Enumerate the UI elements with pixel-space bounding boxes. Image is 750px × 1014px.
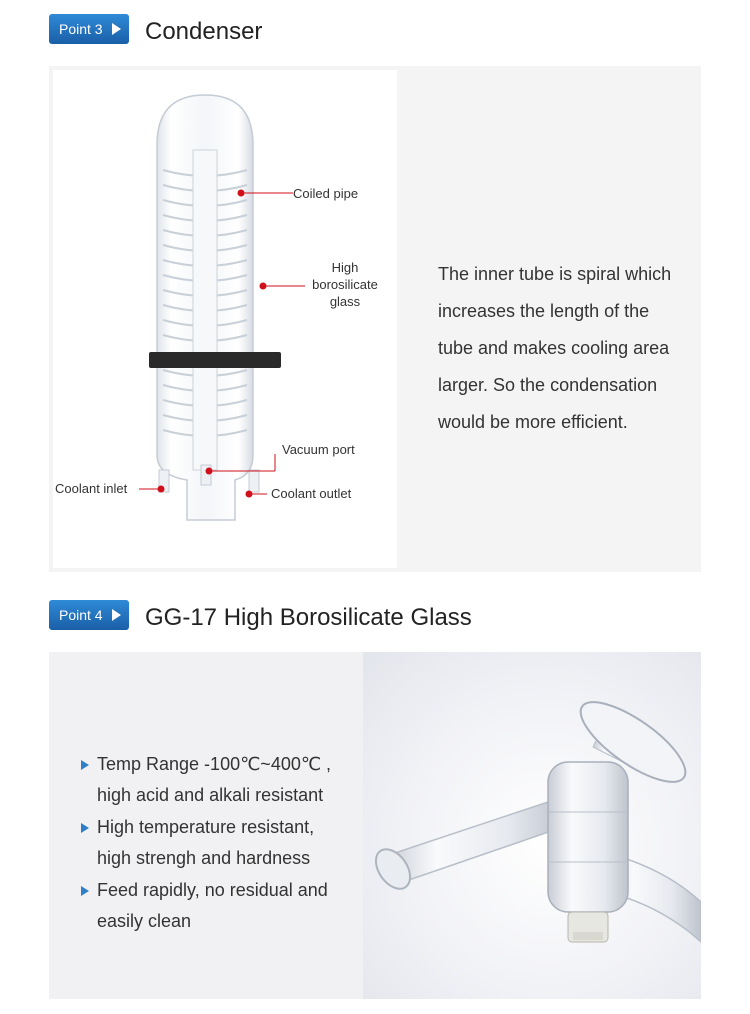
feature-line2: high strengh and hardness — [97, 848, 311, 868]
feature-line1: Temp Range -100℃~400℃ , — [97, 754, 332, 774]
bullet-arrow-icon — [81, 760, 89, 770]
callout-coolant-inlet: Coolant inlet — [55, 481, 128, 496]
feature-line2: easily clean — [97, 911, 192, 931]
condenser-image — [53, 70, 397, 568]
feature-line1: High temperature resistant, — [97, 817, 315, 837]
description-line: tube and makes cooling area — [438, 338, 670, 358]
glass-features — [49, 652, 363, 999]
glass-stopcock-illustration — [363, 652, 701, 999]
stopcock-image — [363, 652, 701, 999]
point4-title: GG-17 High Borosilicate Glass — [145, 604, 472, 631]
glass-panel — [49, 652, 701, 999]
play-triangle-icon — [112, 609, 121, 621]
feature-item — [81, 749, 351, 811]
description-line: would be more efficient. — [438, 412, 628, 432]
description-line: increases the length of the — [438, 301, 650, 321]
point3-badge — [49, 14, 129, 44]
callout-glass-line2: borosilicate — [312, 277, 378, 292]
feature-item — [81, 875, 351, 937]
condenser-panel — [49, 66, 701, 572]
callout-coiled-pipe: Coiled pipe — [293, 186, 359, 201]
description-line: larger. So the condensation — [438, 375, 658, 395]
condenser-description — [438, 256, 688, 441]
description-line: The inner tube is spiral which — [438, 264, 672, 284]
play-triangle-icon — [112, 23, 121, 35]
callout-glass-line3: glass — [329, 294, 361, 309]
bullet-arrow-icon — [81, 823, 89, 833]
bullet-arrow-icon — [81, 886, 89, 896]
point3-badge-label: Point 3 — [59, 21, 103, 37]
callout-vacuum-port: Vacuum port — [282, 442, 355, 457]
feature-item — [81, 812, 351, 874]
feature-line2: high acid and alkali resistant — [97, 785, 324, 805]
point4-badge — [49, 600, 129, 630]
callout-glass — [305, 259, 385, 310]
feature-line1: Feed rapidly, no residual and — [97, 880, 328, 900]
callout-coolant-outlet: Coolant outlet — [271, 486, 352, 501]
point3-title: Condenser — [145, 18, 263, 45]
callout-glass-line1: High — [331, 260, 359, 275]
point4-badge-label: Point 4 — [59, 607, 103, 623]
